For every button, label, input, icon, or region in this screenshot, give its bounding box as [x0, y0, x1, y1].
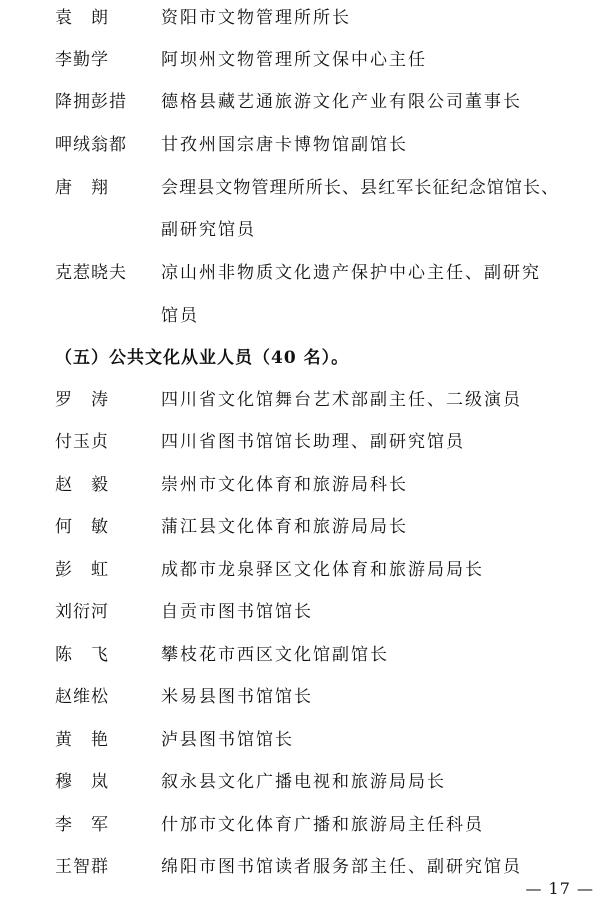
- person-title: 凉山州非物质文化遗产保护中心主任、副研究: [161, 263, 541, 283]
- person-name: 克惹晓夫: [55, 263, 127, 283]
- person-title: 崇州市文化体育和旅游局科长: [161, 475, 408, 495]
- person-name: 王智群: [55, 857, 109, 877]
- list-item: [0, 810, 612, 840]
- person-name: 降拥彭措: [55, 92, 127, 112]
- person-name: 彭 虹: [55, 560, 109, 580]
- person-title: 什邡市文化体育广播和旅游局主任科员: [161, 815, 484, 835]
- list-item: [0, 725, 612, 755]
- list-item: [0, 852, 612, 882]
- person-title: 四川省文化馆舞台艺术部副主任、二级演员: [161, 390, 522, 410]
- person-title: 资阳市文物管理所所长: [161, 8, 351, 28]
- person-title: 蒲江县文化体育和旅游局局长: [161, 517, 408, 537]
- person-name: 赵维松: [55, 687, 109, 707]
- list-item-continuation: [0, 215, 612, 245]
- person-title-continuation: 馆员: [161, 306, 199, 326]
- person-title: 会理县文物管理所所长、县红军长征纪念馆馆长、: [161, 178, 560, 198]
- person-title: 泸县图书馆馆长: [161, 730, 294, 750]
- list-item: [0, 470, 612, 500]
- page-number: — 17 —: [525, 879, 594, 898]
- person-title: 甘孜州国宗唐卡博物馆副馆长: [161, 135, 408, 155]
- person-name: 呷绒翁都: [55, 135, 127, 155]
- person-title: 攀枝花市西区文化馆副馆长: [161, 645, 389, 665]
- person-title: 绵阳市图书馆读者服务部主任、副研究馆员: [161, 857, 522, 877]
- person-name: 罗 涛: [55, 390, 109, 410]
- person-title: 阿坝州文物管理所文保中心主任: [161, 50, 427, 70]
- person-name: 李勤学: [55, 50, 109, 70]
- person-name: 穆 岚: [55, 772, 109, 792]
- person-name: 付玉贞: [55, 432, 109, 452]
- list-item: [0, 640, 612, 670]
- person-title: 米易县图书馆馆长: [161, 687, 313, 707]
- person-title: 德格县藏艺通旅游文化产业有限公司董事长: [161, 92, 522, 112]
- list-item: [0, 555, 612, 585]
- list-item: [0, 3, 612, 33]
- list-item: [0, 427, 612, 457]
- person-title: 成都市龙泉驿区文化体育和旅游局局长: [161, 560, 484, 580]
- person-name: 刘衍河: [55, 602, 109, 622]
- list-item: [0, 87, 612, 117]
- person-name: 李 军: [55, 815, 109, 835]
- list-item: [0, 258, 612, 288]
- person-title: 四川省图书馆馆长助理、副研究馆员: [161, 432, 465, 452]
- person-name: 黄 艳: [55, 730, 109, 750]
- person-name: 赵 毅: [55, 475, 109, 495]
- person-title: 自贡市图书馆馆长: [161, 602, 313, 622]
- section-heading: （五）公共文化从业人员（40 名）。: [55, 348, 350, 368]
- person-name: 陈 飞: [55, 645, 109, 665]
- list-item: [0, 173, 612, 203]
- list-item: [0, 767, 612, 797]
- list-item: [0, 130, 612, 160]
- person-name: 何 敏: [55, 517, 109, 537]
- person-title-continuation: 副研究馆员: [161, 220, 256, 240]
- list-item: [0, 597, 612, 627]
- list-item: [0, 45, 612, 75]
- section-heading-row: [0, 343, 612, 373]
- list-item: [0, 385, 612, 415]
- list-item: [0, 682, 612, 712]
- person-name: 袁 朗: [55, 8, 109, 28]
- person-title: 叙永县文化广播电视和旅游局局长: [161, 772, 446, 792]
- person-name: 唐 翔: [55, 178, 109, 198]
- list-item-continuation: [0, 301, 612, 331]
- list-item: [0, 512, 612, 542]
